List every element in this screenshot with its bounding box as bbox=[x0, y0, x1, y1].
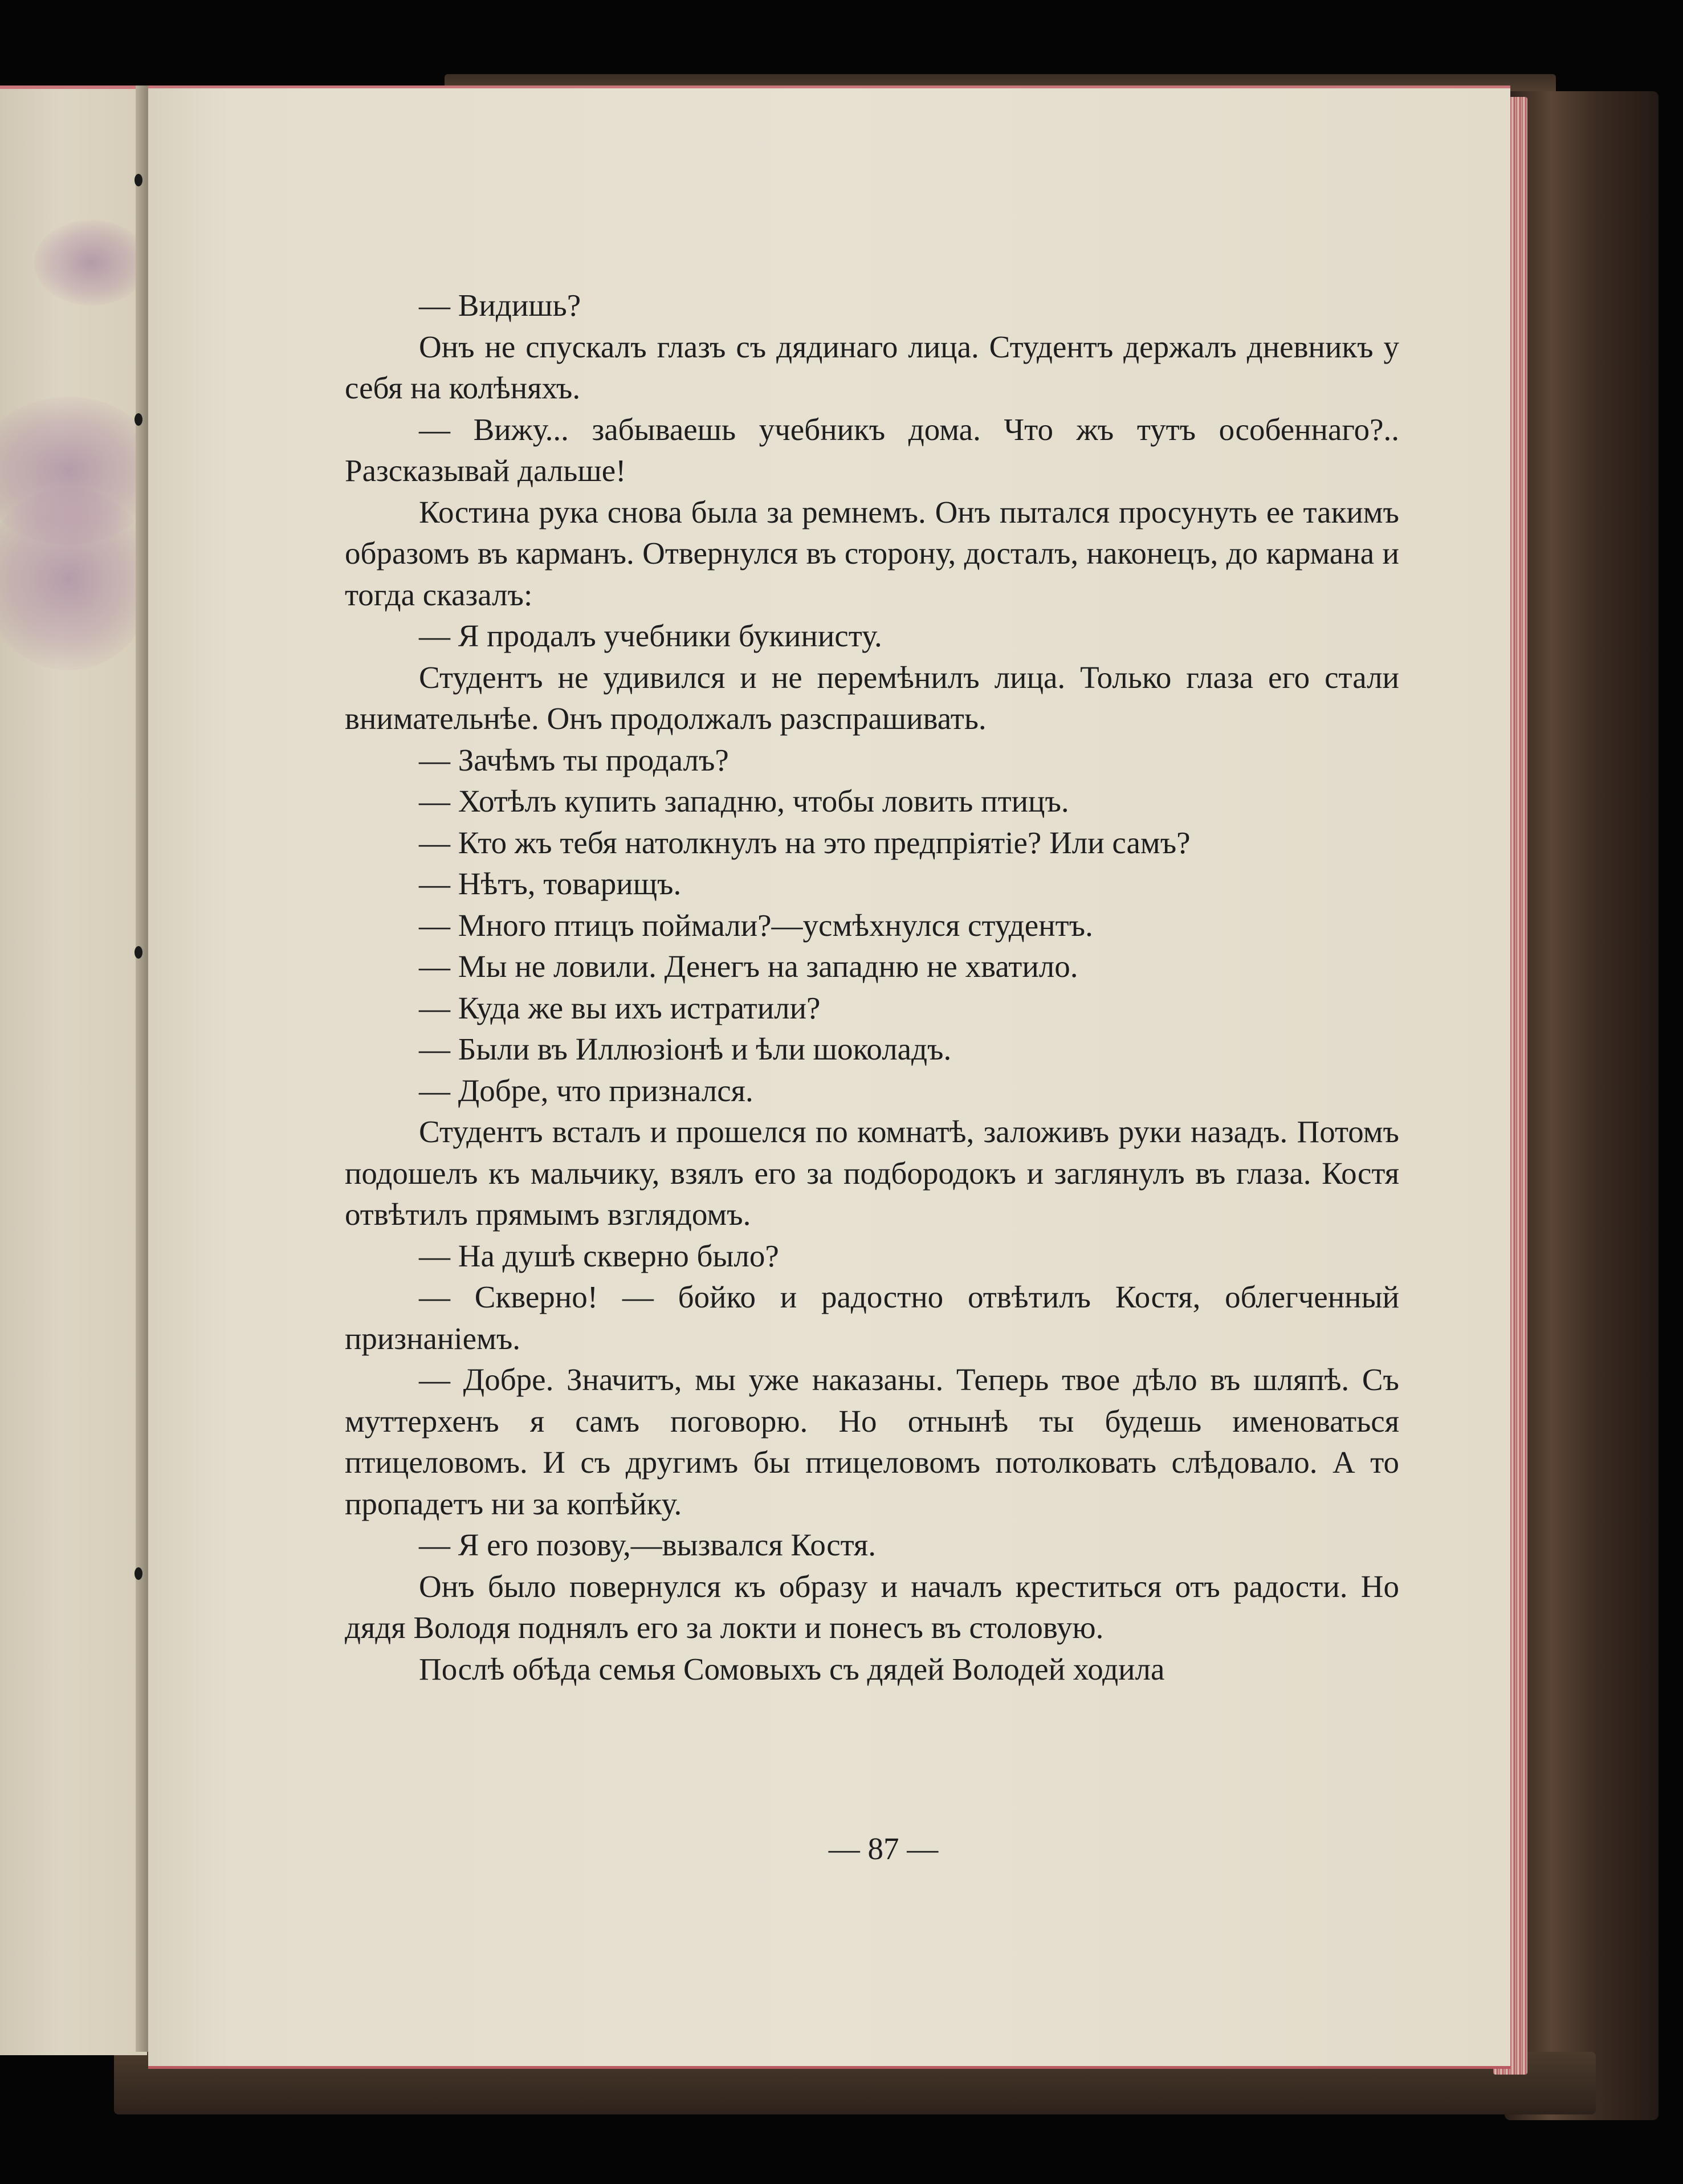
paragraph: — Вижу... забываешь учебникъ дома. Что жъ тутъ особеннаго?.. Разсказывай дальше! bbox=[345, 411, 1399, 488]
paragraph: — Много птицъ поймали?—усмѣхнулся студентъ. bbox=[419, 907, 1093, 943]
paragraph: — Кто жъ тебя натолкнулъ на это предпріятіе? Или самъ? bbox=[419, 825, 1191, 860]
paragraph: — Я его позову,—вызвался Костя. bbox=[419, 1527, 876, 1562]
binding-thread-mark bbox=[135, 946, 142, 959]
paragraph: — На душѣ скверно было? bbox=[419, 1238, 779, 1273]
paragraph: — Были въ Иллюзіонѣ и ѣли шоколадъ. bbox=[419, 1032, 952, 1066]
paragraph: — Добре, что признался. bbox=[419, 1073, 753, 1108]
paragraph: — Куда же вы ихъ истратили? bbox=[419, 990, 821, 1025]
binding-thread-mark bbox=[135, 1567, 142, 1580]
paragraph: Костина рука снова была за ремнемъ. Онъ пытался просунуть ее такимъ образомъ въ карманъ. Отвернулся въ сторону, досталъ, наконецъ, до кармана и тогда сказалъ: bbox=[345, 494, 1399, 612]
paragraph: Онъ не спускалъ глазъ съ дядинаго лица. Студентъ держалъ дневникъ у себя на колѣняхъ. bbox=[345, 329, 1399, 405]
ink-stain bbox=[34, 220, 148, 305]
binding-thread-mark bbox=[135, 174, 142, 186]
paragraph: Студентъ не удивился и не перемѣнилъ лица. Только глаза его стали внимательнѣе. Онъ продолжалъ разспрашивать. bbox=[345, 659, 1399, 736]
page-number: — 87 — bbox=[828, 1831, 939, 1866]
paragraph: Послѣ обѣда семья Сомовыхъ съ дядей Володей ходила bbox=[419, 1651, 1165, 1686]
paragraph: — Видишь? bbox=[419, 288, 581, 323]
paragraph: — Нѣтъ, товарищъ. bbox=[419, 866, 682, 901]
paragraph: Студентъ всталъ и прошелся по комнатѣ, заложивъ руки назадъ. Потомъ подошелъ къ мальчику, взялъ его за подбородокъ и заглянулъ въ глаза. Костя отвѣтилъ прямымъ взглядомъ. bbox=[345, 1114, 1399, 1232]
book-cover-right bbox=[1505, 91, 1658, 2120]
paragraph: Онъ было повернулся къ образу и началъ креститься отъ радости. Но дядя Володя поднялъ его за локти и понесъ въ столовую. bbox=[345, 1568, 1399, 1645]
paragraph: — Добре. Значитъ, мы уже наказаны. Теперь твое дѣло въ шляпѣ. Съ муттерхенъ я самъ поговорю. Но отнынѣ ты будешь именоваться птицеловомъ. И съ другимъ бы птицеловомъ потолковать слѣдовало. А то пропадетъ ни за копѣйку. bbox=[345, 1362, 1399, 1521]
paragraph: — Мы не ловили. Денегъ на западню не хватило. bbox=[419, 949, 1078, 984]
left-page bbox=[0, 85, 147, 2055]
page-body bbox=[345, 285, 1399, 1690]
paragraph: — Зачѣмъ ты продалъ? bbox=[419, 742, 729, 777]
paragraph: — Скверно! — бойко и радостно отвѣтилъ Костя, облегченный признаніемъ. bbox=[345, 1280, 1399, 1356]
binding-thread-mark bbox=[135, 413, 142, 426]
paragraph: — Хотѣлъ купить западню, чтобы ловить птицъ. bbox=[419, 784, 1069, 818]
paragraph: — Я продалъ учебники букинисту. bbox=[419, 618, 882, 653]
